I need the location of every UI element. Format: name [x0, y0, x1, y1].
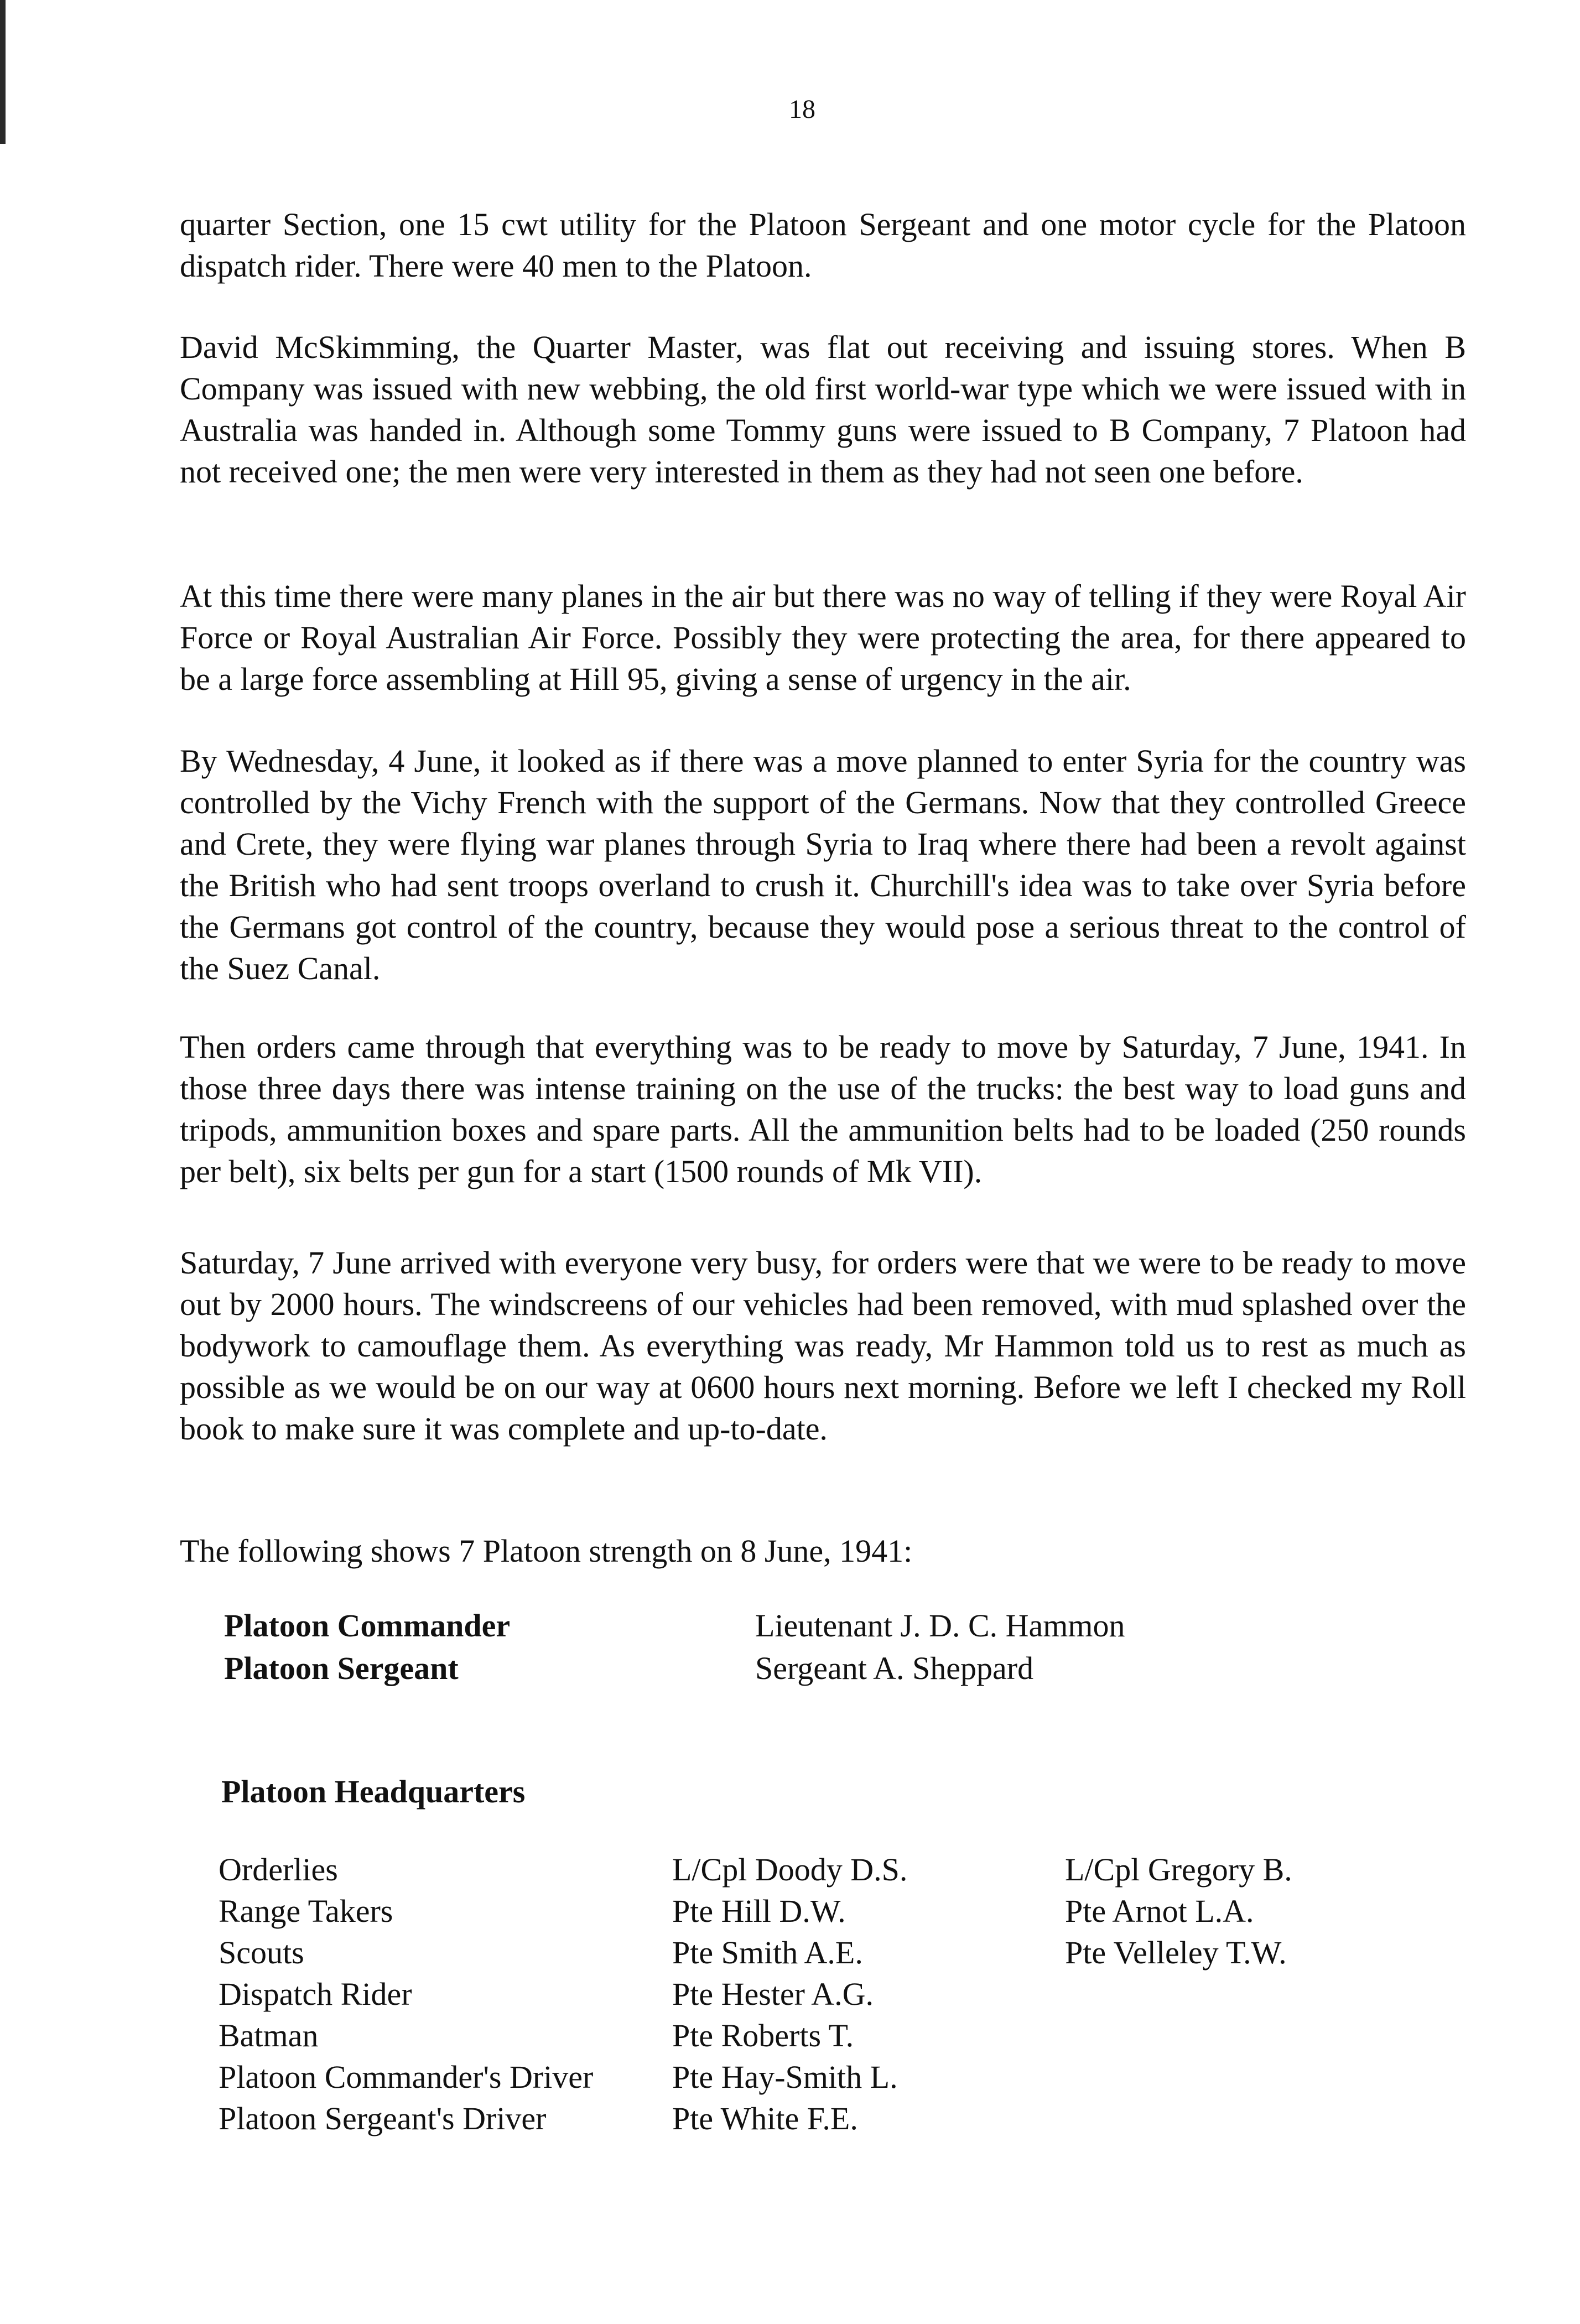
role-platoon-commander: Platoon Commander	[224, 1608, 511, 1644]
name-platoon-sergeant: Sergeant A. Sheppard	[755, 1650, 1034, 1686]
hq-member: Pte Hay-Smith L.	[672, 2059, 898, 2095]
hq-role: Batman	[219, 2018, 319, 2053]
hq-role: Scouts	[219, 1935, 304, 1971]
hq-names-column-1	[672, 1849, 907, 2139]
hq-heading: Platoon Headquarters	[221, 1774, 526, 1810]
hq-member: Pte White F.E.	[672, 2101, 858, 2136]
paragraph-6: Saturday, 7 June arrived with everyone very busy, for orders were that we were to be ready to move out by 2000 hours. The windscreens of our vehicles had been removed, with mud splashed over the bodywork to camouflage them. As everything was ready, Mr Hammon told us to rest as much as possible as we would be on our way at 0600 hours next morning. Before we left I checked my Roll book to make sure it was complete and up-to-date.	[180, 1245, 1466, 1447]
command-roles	[224, 1604, 510, 1689]
paragraph-2: David McSkimming, the Quarter Master, was flat out receiving and issuing stores. When B Company was issued with new webbing, the old first world-war type which we were issued with in Australia was handed in. Although some Tommy guns were issued to B Company, 7 Platoon had not received one; the men were very interested in them as they had not seen one before.	[180, 329, 1466, 490]
hq-role: Orderlies	[219, 1852, 338, 1888]
hq-role: Range Takers	[219, 1893, 393, 1929]
paragraph-4: By Wednesday, 4 June, it looked as if there was a move planned to enter Syria for the country was controlled by the Vichy French with the support of the Germans. Now that they controlled Greece and Crete, they were flying war planes through Syria to Iraq where there had been a revolt against the British who had sent troops overland to crush it. Churchill's idea was to take over Syria before the Germans got control of the country, because they would pose a serious threat to the control of the Suez Canal.	[180, 743, 1466, 986]
hq-member: Pte Hester A.G.	[672, 1976, 874, 2012]
hq-role: Platoon Sergeant's Driver	[219, 2101, 547, 2136]
hq-member: Pte Hill D.W.	[672, 1893, 846, 1929]
paragraph-1: quarter Section, one 15 cwt utility for the Platoon Sergeant and one motor cycle for the Platoon dispatch rider. There were 40 men to the Platoon.	[180, 206, 1466, 284]
page-number: 18	[789, 95, 815, 124]
scan-edge-mark	[0, 0, 6, 144]
hq-role: Dispatch Rider	[219, 1976, 412, 2012]
name-platoon-commander: Lieutenant J. D. C. Hammon	[755, 1608, 1125, 1644]
hq-member: Pte Roberts T.	[672, 2018, 854, 2053]
strength-intro: The following shows 7 Platoon strength on 8 June, 1941:	[180, 1533, 913, 1569]
hq-member: Pte Velleley T.W.	[1065, 1935, 1287, 1971]
hq-member: L/Cpl Gregory B.	[1065, 1852, 1292, 1888]
hq-member: Pte Smith A.E.	[672, 1935, 863, 1971]
hq-role: Platoon Commander's Driver	[219, 2059, 594, 2095]
hq-member: L/Cpl Doody D.S.	[672, 1852, 908, 1888]
hq-roles-column	[219, 1849, 593, 2139]
role-platoon-sergeant: Platoon Sergeant	[224, 1650, 459, 1686]
paragraph-3: At this time there were many planes in the air but there was no way of telling if they were Royal Air Force or Royal Australian Air Force. Possibly they were protecting the area, for there appeared to be a large force assembling at Hill 95, giving a sense of urgency in the air.	[180, 578, 1466, 697]
command-names	[755, 1604, 1125, 1689]
paragraph-5: Then orders came through that everything was to be ready to move by Saturday, 7 June, 1941. In those three days there was intense training on the use of the trucks: the best way to load guns and tripods, ammunition boxes and spare parts. All the ammunition belts had to be loaded (250 rounds per belt), six belts per gun for a start (1500 rounds of Mk VII).	[180, 1029, 1466, 1189]
hq-names-column-2	[1065, 1849, 1292, 1973]
hq-member: Pte Arnot L.A.	[1065, 1893, 1254, 1929]
